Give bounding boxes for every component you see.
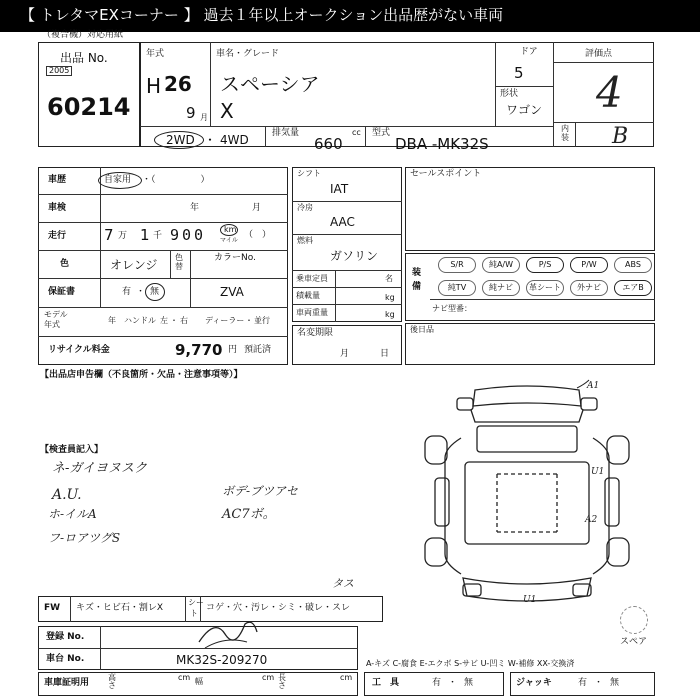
top-note: （複合機）対応用紙 [42, 30, 124, 40]
damage-mark-a1: A1 [587, 381, 600, 391]
cert-l-unit: cm [340, 673, 353, 682]
shift-value: IAT [330, 182, 349, 196]
sheet-label-bottom: ト [190, 609, 198, 618]
mileage-man: 7 [104, 226, 114, 244]
sheet-label-top: シー [188, 598, 204, 607]
jack-label: ジャッキ [516, 678, 552, 688]
history-label: 車歴 [48, 175, 67, 185]
cert-w-unit: cm [262, 673, 275, 682]
tools-no: 無 [464, 678, 474, 688]
dealer-sep: ・ [245, 316, 253, 325]
chassis-label: 車台 No. [46, 654, 85, 664]
color-no-label: カラーNo. [214, 253, 256, 263]
damage-legend: A-キズ C-腐食 E-エクボ S-サビ U-凹ミ W-補修 XX-交換済 [366, 659, 575, 668]
warranty-label: 保証書 [48, 287, 76, 297]
parallel-label: 並行 [254, 316, 270, 325]
lot-number: 60214 [47, 93, 131, 121]
sales-point-label: セールスポイント [410, 169, 482, 179]
year-value: 26 [164, 72, 192, 96]
handle-left: 左 [160, 316, 168, 325]
model-year-label-top: モデル [44, 310, 68, 319]
handle-sep: ・ [170, 316, 178, 325]
mileage-sen-unit: 千 [153, 231, 163, 241]
displacement-label: 排気量 [272, 128, 300, 138]
mileage-unit-km: km [224, 225, 237, 234]
handle-right: 右 [180, 316, 188, 325]
mileage-paren: （ ） [244, 230, 272, 240]
equipment-item: 純ナビ [482, 280, 520, 296]
inspector-line-4: フ-ロアツグS [48, 531, 121, 545]
recycle-value: 9,770 [175, 341, 223, 359]
fuel-label: 燃料 [297, 236, 313, 245]
registration-label: 登録 No. [46, 632, 85, 642]
shift-label: シフト [297, 169, 321, 178]
equipment-item: エアB [614, 280, 652, 296]
type-value: DBA -MK32S [395, 135, 489, 153]
history-rest: ・（ ） [142, 175, 210, 185]
jack-no: 無 [610, 678, 620, 688]
displacement-unit: cc [352, 128, 361, 137]
capacity-label: 乗車定員 [296, 274, 328, 283]
year-label: 年式 [146, 49, 165, 59]
aircon-value: AAC [330, 215, 355, 229]
inspector-line-5: ボデ-ブツアセ [222, 484, 298, 498]
capacity-unit: 名 [385, 274, 393, 283]
jack-sep: ・ [594, 678, 604, 688]
year-era: H [146, 74, 162, 98]
spare-label: スペア [620, 637, 648, 647]
dealer-label: ディーラー [205, 316, 245, 325]
type-label: 型式 [372, 128, 391, 138]
inspector-line-6: AC7ボ。 [222, 507, 276, 522]
warranty-sep: ・ [136, 287, 146, 297]
score-label: 評価点 [585, 49, 613, 59]
color-change-label: 色替 [175, 253, 183, 271]
seller-notes-label: 【出品店申告欄（不良箇所・欠品・注意事項等）】 [40, 370, 243, 380]
weight-label: 車両重量 [296, 308, 328, 317]
signature-scribble [195, 612, 265, 652]
inspection-month-unit: 月 [252, 203, 262, 213]
car-diagram [405, 378, 650, 618]
month-value: 9 [186, 104, 196, 122]
fw-note: タス [332, 577, 354, 590]
model-year-label-bottom: 年式 [44, 320, 60, 329]
shape-label: 形状 [500, 89, 519, 99]
cert-l-label: 長さ [278, 673, 286, 690]
color-no-value: ZVA [220, 285, 244, 299]
history-choice: 自家用 [104, 175, 132, 185]
recycle-unit: 円 [228, 345, 238, 355]
model-label: 車名・グレード [216, 49, 280, 59]
name-change-month-unit: 月 [340, 349, 350, 359]
warranty-no: 無 [150, 287, 160, 297]
interior-value: B [612, 124, 629, 149]
fw-label: FW [44, 603, 61, 613]
cert-h-label: 高さ [108, 673, 116, 690]
equipment-item: 純TV [438, 280, 476, 296]
color-label: 色 [60, 259, 70, 269]
mileage-sen: 1 [140, 226, 150, 244]
equipment-label: 装備 [412, 268, 422, 293]
fw-items: キズ・ヒビ石・割レX [76, 603, 163, 613]
load-label: 積載量 [296, 291, 320, 300]
tools-sep: ・ [448, 678, 458, 688]
load-unit: kg [385, 293, 395, 302]
inspector-line-3: ホ-イルA [48, 507, 97, 521]
equipment-item: 外ナビ [570, 280, 608, 296]
interior-label: 内装 [561, 124, 569, 142]
navi-model-label: ナビ型番： [432, 304, 472, 313]
inspection-label: 車検 [48, 203, 67, 213]
sheet-items: コゲ・穴・汚レ・シミ・破レ・スレ [206, 603, 351, 613]
sales-point-box [405, 167, 655, 251]
inspection-year-unit: 年 [190, 203, 200, 213]
equipment-item: P/W [570, 257, 608, 273]
warranty-yes: 有 [122, 287, 132, 297]
inspector-label: 【検査員記入】 [40, 445, 104, 455]
banner-text: 【 トレタマEXコーナー 】 過去１年以上オークション出品歴がない車両 [20, 6, 504, 24]
model-name: スペーシア [220, 72, 320, 96]
tools-yes: 有 [432, 678, 442, 688]
model-year-unit: 年 [108, 316, 116, 325]
damage-mark-u1-b: U1 [591, 467, 605, 477]
equipment-item: P/S [526, 257, 564, 273]
color-value: オレンジ [110, 258, 158, 272]
aircon-label: 冷房 [297, 203, 313, 212]
weight-unit: kg [385, 310, 395, 319]
drive-4wd: 4WD [220, 133, 249, 147]
mileage-rest: 900 [170, 226, 207, 244]
cert-label: 車庫証明用 [44, 678, 90, 688]
drive-sep: ・ [204, 133, 217, 147]
lot-label: 出品 No. [60, 51, 108, 65]
drive-2wd: 2WD [166, 133, 195, 147]
chassis-value: MK32S-209270 [176, 653, 268, 667]
doors-value: 5 [514, 64, 524, 82]
equipment-item: S/R [438, 257, 476, 273]
handle-label: ハンドル [124, 316, 156, 325]
tools-label: 工 具 [372, 678, 400, 688]
cert-w-label: 幅 [195, 677, 203, 686]
model-grade: X [220, 99, 234, 123]
displacement-value: 660 [314, 135, 343, 153]
equipment-item: 革シート [526, 280, 564, 296]
mileage-man-unit: 万 [118, 231, 128, 241]
mileage-label: 走行 [48, 231, 67, 241]
mileage-unit-mile: マイル [220, 237, 238, 244]
cert-h-unit: cm [178, 673, 191, 682]
name-change-day-unit: 日 [380, 349, 390, 359]
damage-mark-a2: A2 [585, 515, 598, 525]
name-change-label: 名変期限 [297, 328, 334, 338]
equipment-item: ABS [614, 257, 652, 273]
recycle-note: 預託済 [244, 345, 272, 355]
recycle-label: リサイクル料金 [48, 345, 110, 355]
equipment-item: 純A/W [482, 257, 520, 273]
retrofit-box [405, 323, 655, 365]
jack-yes: 有 [578, 678, 588, 688]
damage-mark-u1-a: U1 [523, 595, 537, 605]
inspector-line-1: ネ-ガイヨヌスク [52, 461, 148, 476]
month-unit: 月 [200, 113, 208, 122]
doors-label: ドア [520, 47, 538, 57]
fuel-value: ガソリン [330, 249, 379, 263]
spare-tire-icon [620, 606, 648, 634]
score-value: 4 [596, 68, 623, 117]
lot-stamp: 2005 [46, 66, 72, 76]
shape-value: ワゴン [506, 103, 543, 117]
inspector-line-2: A.U. [52, 487, 82, 503]
retrofit-label: 後日品 [410, 325, 434, 334]
